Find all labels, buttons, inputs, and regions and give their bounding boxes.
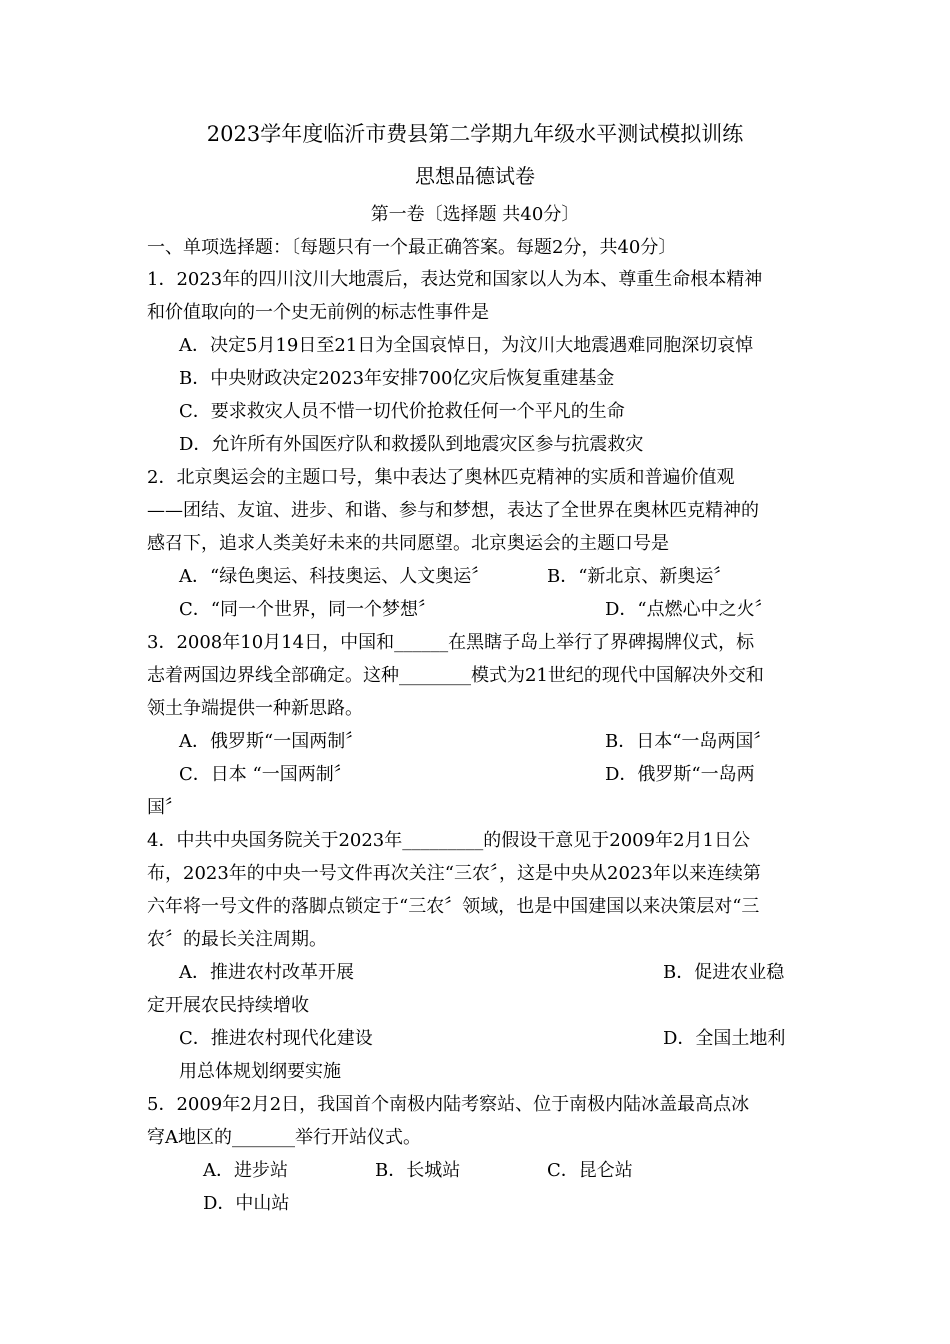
option-d: D．中山站 xyxy=(203,1193,290,1214)
option-d-continued: 国〞 xyxy=(147,797,183,818)
option-d-continued: 用总体规划纲要实施 xyxy=(179,1061,341,1082)
question-stem-line: 感召下，追求人类美好未来的共同愿望。北京奥运会的主题口号是 xyxy=(147,533,669,554)
question-stem-line: ——团结、友谊、进步、和谐、参与和梦想，表达了全世界在奥林匹克精神的 xyxy=(147,500,759,521)
option-a: A．进步站 xyxy=(203,1160,288,1181)
question-stem-line: 和价值取向的一个史无前例的标志性事件是 xyxy=(147,302,489,323)
question-stem-line: 农〞的最长关注周期。 xyxy=(147,929,327,950)
option-c: C．昆仑站 xyxy=(547,1160,633,1181)
exam-subject: 思想品德试卷 xyxy=(415,164,535,188)
option-c: C．“同一个世界，同一个梦想〞 xyxy=(179,599,436,620)
question-stem-line: 1．2023年的四川汶川大地震后，表达党和国家以人为本、尊重生命根本精神 xyxy=(147,269,763,290)
option-a: A．俄罗斯“一国两制〞 xyxy=(179,731,364,752)
question-stem-line: 领土争端提供一种新思路。 xyxy=(147,698,363,719)
option-a: A．决定5月19日至21日为全国哀悼日，为汶川大地震遇难同胞深切哀悼 xyxy=(179,335,754,356)
option-b: B．“新北京、新奥运〞 xyxy=(547,566,732,587)
option-b: B．促进农业稳 xyxy=(663,962,785,983)
option-d: D．全国土地利 xyxy=(663,1028,786,1049)
question-stem-line: 3．2008年10月14日，中国和______在黑瞎子岛上举行了界碑揭牌仪式，标 xyxy=(147,632,755,653)
question-stem-line: 2．北京奥运会的主题口号，集中表达了奥林匹克精神的实质和普遍价值观 xyxy=(147,467,735,488)
question-stem-line: 志着两国边界线全部确定。这种________模式为21世纪的现代中国解决外交和 xyxy=(147,665,764,686)
option-d: D．允许所有外国医疗队和救援队到地震灾区参与抗震救灾 xyxy=(179,434,644,455)
exam-part-label: 第一卷〔选择题 共40分〕 xyxy=(370,204,580,225)
question-stem-line: 穹A地区的_______举行开站仪式。 xyxy=(147,1127,421,1148)
option-d: D．俄罗斯“一岛两 xyxy=(605,764,755,785)
option-a: A．推进农村改革开展 xyxy=(179,962,354,983)
question-stem-line: 5．2009年2月2日，我国首个南极内陆考察站、位于南极内陆冰盖最高点冰 xyxy=(147,1094,750,1115)
question-stem-line: 六年将一号文件的落脚点锁定于“三农〞领域，也是中国建国以来决策层对“三 xyxy=(147,896,760,917)
exam-title: 2023学年度临沂市费县第二学期九年级水平测试模拟训练 xyxy=(206,122,744,146)
option-b: B．日本“一岛两国〞 xyxy=(605,731,772,752)
question-stem-line: 布，2023年的中央一号文件再次关注“三农〞，这是中央从2023年以来连续第 xyxy=(147,863,761,884)
option-b-continued: 定开展农民持续增收 xyxy=(147,995,309,1016)
option-c: C．推进农村现代化建设 xyxy=(179,1028,373,1049)
option-d: D．“点燃心中之火〞 xyxy=(605,599,773,620)
option-c: C．日本 “一国两制〞 xyxy=(179,764,352,785)
option-a: A．“绿色奥运、科技奥运、人文奥运〞 xyxy=(179,566,490,587)
option-c: C．要求救灾人员不惜一切代价抢救任何一个平凡的生命 xyxy=(179,401,625,422)
question-stem-line: 4．中共中央国务院关于2023年_________的假设干意见于2009年2月1日公 xyxy=(147,830,750,851)
option-b: B．长城站 xyxy=(375,1160,461,1181)
option-b: B．中央财政决定2023年安排700亿灾后恢复重建基金 xyxy=(179,368,615,389)
section-heading: 一、单项选择题：〔每题只有一个最正确答案。每题2分，共40分〕 xyxy=(147,237,677,258)
